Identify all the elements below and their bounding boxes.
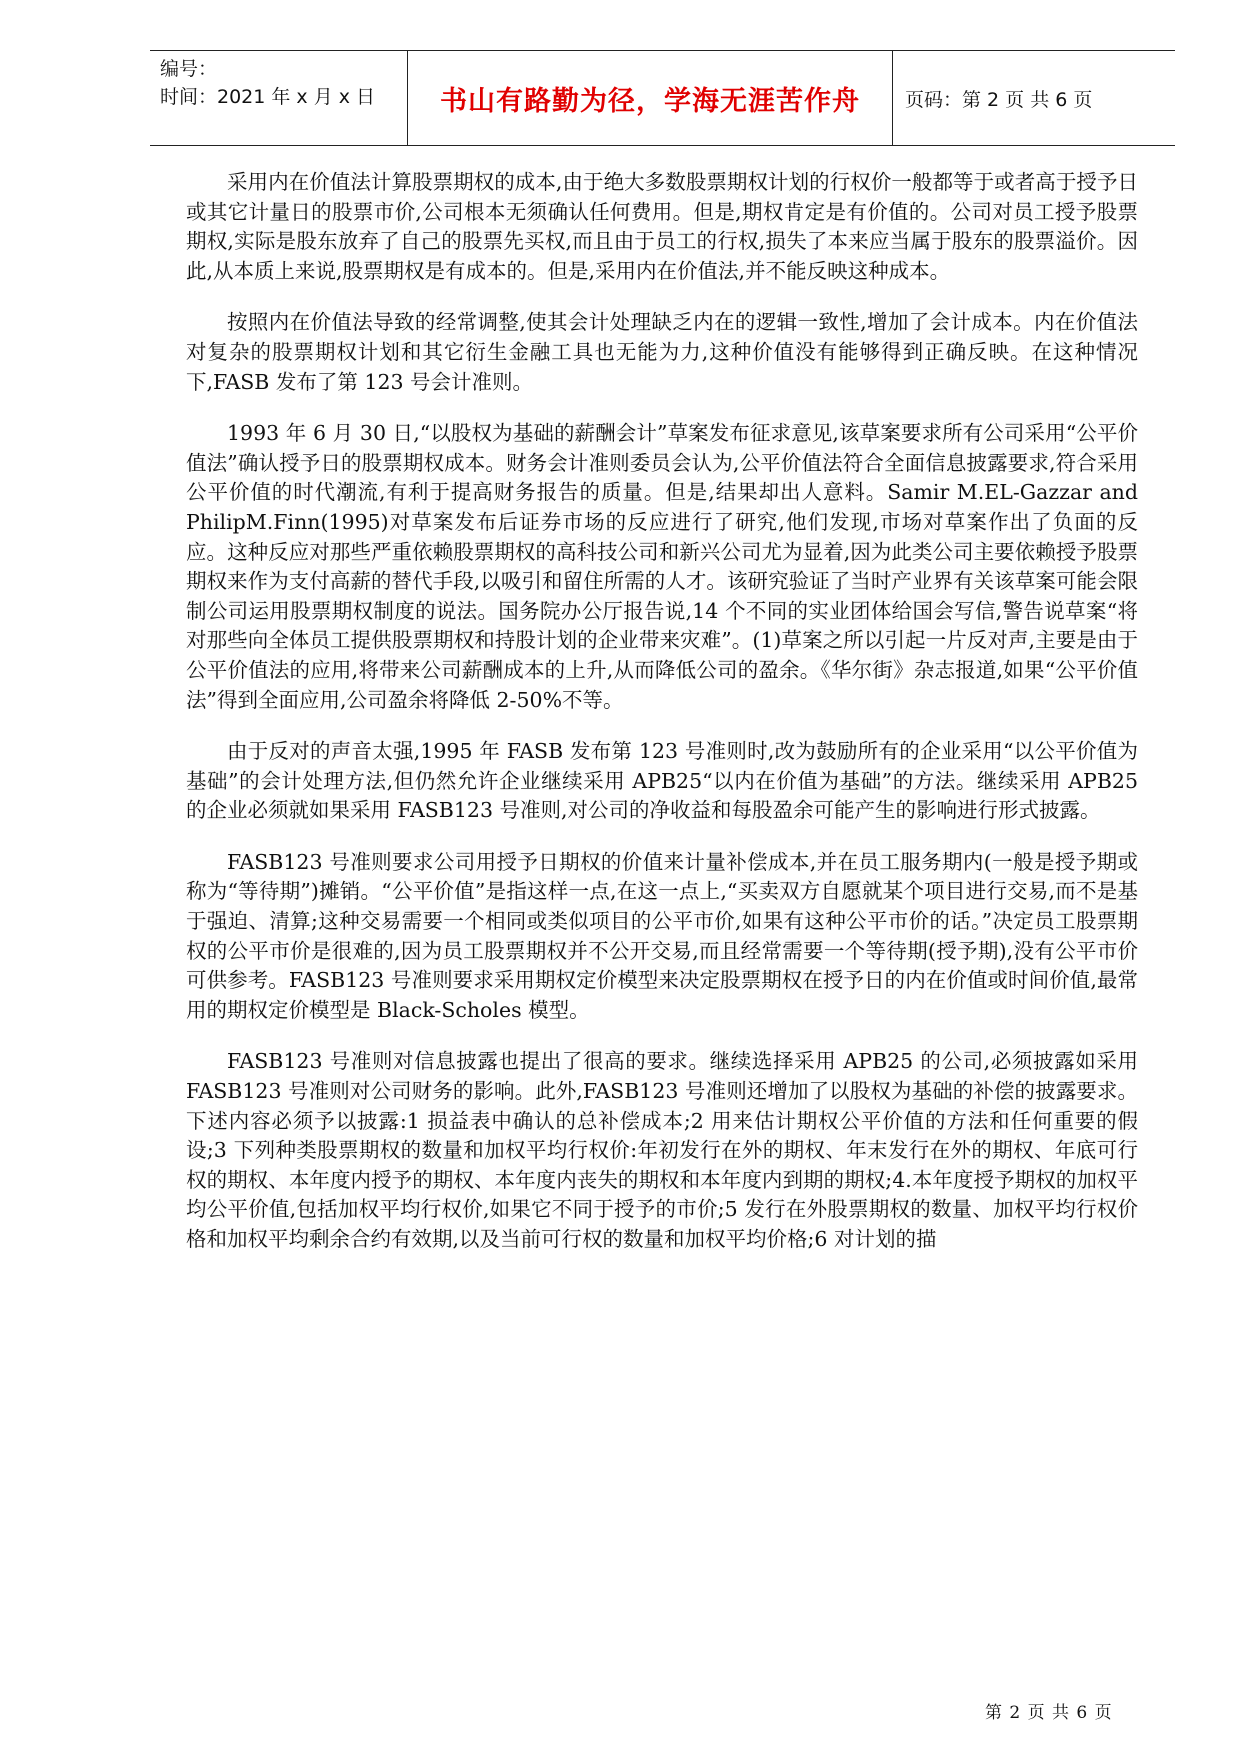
time-label: 时间：2021 年 x 月 x 日 xyxy=(160,86,376,108)
paragraph-6: FASB123 号准则对信息披露也提出了很高的要求。继续选择采用 APB25 的公司,必须披露如采用 FASB123 号准则对公司财务的影响。此外,FASB123 号准则还增加了以股权为基础的补偿的披露要求。下述内容必须予以披露:1 损益表中确认的总补偿成本;2 用来估计期权公平价值的方法和任何重要的假设;3 下列种类股票期权的数量和加权平均行权价:年初发行在外的期权、年末发行在外的期权、年底可行权的期权、本年度内授予的期权、本年度内丧失的期权和本年度内到期的期权;4.本年度授予期权的加权平均公平价值,包括加权平均行权价,如果它不同于授予的市价;5 发行在外股票期权的数量、加权平均行权价格和加权平均剩余合约有效期,以及当前可行权的数量和加权平均价格;6 对计划的描 xyxy=(186,1049,1138,1251)
page-footer: 第 2 页 共 6 页 xyxy=(985,1703,1113,1723)
header-motto: 书山有路勤为径，学海无涯苦作舟 xyxy=(408,51,893,145)
header-meta xyxy=(150,51,408,145)
paragraph-2: 按照内在价值法导致的经常调整,使其会计处理缺乏内在的逻辑一致性,增加了会计成本。内在价值法对复杂的股票期权计划和其它衍生金融工具也无能为力,这种价值没有能够得到正确反映。在这种情况下,FASB 发布了第 123 号会计准则。 xyxy=(186,310,1138,394)
paragraph-3: 1993 年 6 月 30 日,“以股权为基础的薪酬会计”草案发布征求意见,该草案要求所有公司采用“公平价值法”确认授予日的股票期权成本。财务会计准则委员会认为,公平价值法符合全面信息披露要求,符合采用公平价值的时代潮流,有利于提高财务报告的质量。但是,结果却出人意料。Samir M.EL-Gazzar and PhilipM.Finn(1995)对草案发布后证券市场的反应进行了研究,他们发现,市场对草案作出了负面的反应。这种反应对那些严重依赖股票期权的高科技公司和新兴公司尤为显着,因为此类公司主要依赖授予股票期权来作为支付高薪的替代手段,以吸引和留住所需的人才。该研究验证了当时产业界有关该草案可能会限制公司运用股票期权制度的说法。国务院办公厅报告说,14 个不同的实业团体给国会写信,警告说草案“将对那些向全体员工提供股票期权和持股计划的企业带来灾难”。(1)草案之所以引起一片反对声,主要是由于公平价值法的应用,将带来公司薪酬成本的上升,从而降低公司的盈余。《华尔街》杂志报道,如果“公平价值法”得到全面应用,公司盈余将降低 2-50%不等。 xyxy=(186,421,1138,712)
serial-label: 编号： xyxy=(160,58,218,80)
paragraph-1: 采用内在价值法计算股票期权的成本,由于绝大多数股票期权计划的行权价一般都等于或者高于授予日或其它计量日的股票市价,公司根本无须确认任何费用。但是,期权肯定是有价值的。公司对员工授予股票期权,实际是股东放弃了自己的股票先买权,而且由于员工的行权,损失了本来应当属于股东的股票溢价。因此,从本质上来说,股票期权是有成本的。但是,采用内在价值法,并不能反映这种成本。 xyxy=(186,170,1138,283)
page-header xyxy=(150,50,1175,146)
paragraph-4: 由于反对的声音太强,1995 年 FASB 发布第 123 号准则时,改为鼓励所有的企业采用“以公平价值为基础”的会计处理方法,但仍然允许企业继续采用 APB25“以内在价值为基础”的方法。继续采用 APB25 的企业必须就如果采用 FASB123 号准则,对公司的净收益和每股盈余可能产生的影响进行形式披露。 xyxy=(186,739,1138,823)
document-body xyxy=(186,168,1138,1277)
paragraph-5: FASB123 号准则要求公司用授予日期权的价值来计量补偿成本,并在员工服务期内(一般是授予期或称为“等待期”)摊销。“公平价值”是指这样一点,在这一点上,“买卖双方自愿就某个项目进行交易,而不是基于强迫、清算;这种交易需要一个相同或类似项目的公平市价,如果有这种公平市价的话。”决定员工股票期权的公平市价是很难的,因为员工股票期权并不公开交易,而且经常需要一个等待期(授予期),没有公平市价可供参考。FASB123 号准则要求采用期权定价模型来决定股票期权在授予日的内在价值或时间价值,最常用的期权定价模型是 Black-Scholes 模型。 xyxy=(186,849,1138,1022)
header-page-info: 页码：第 2 页 共 6 页 xyxy=(905,88,1093,111)
